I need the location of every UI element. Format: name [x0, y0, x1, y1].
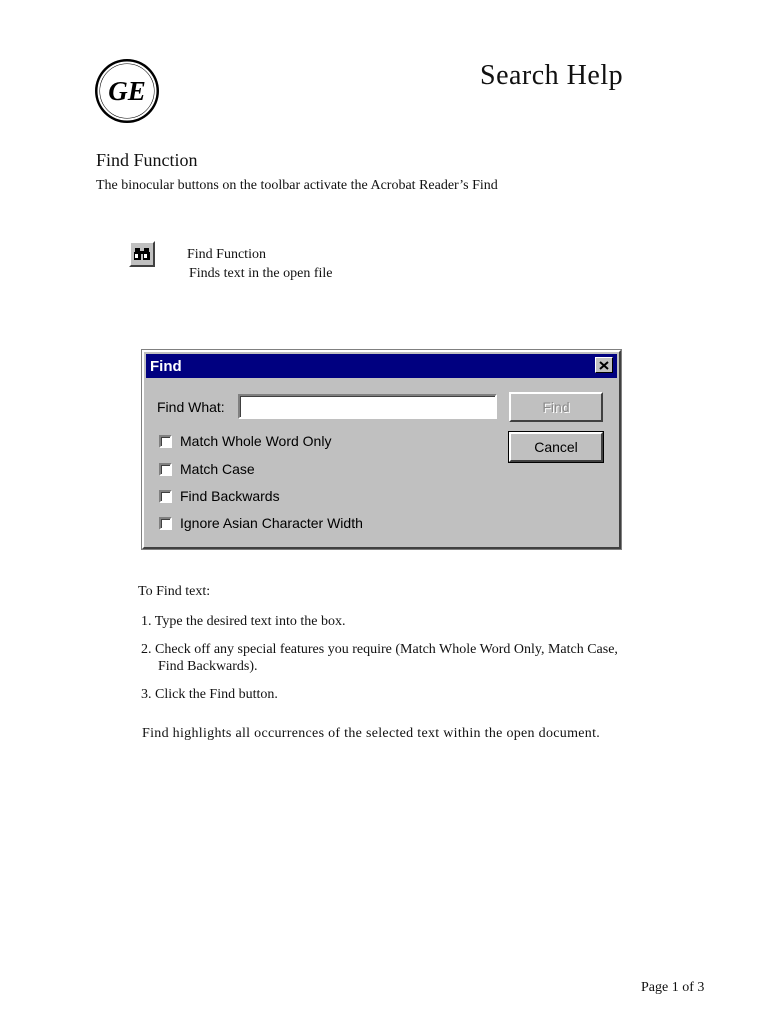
section-heading: Find Function	[96, 150, 198, 170]
find-toolbar-button[interactable]	[129, 241, 155, 267]
match-case-option[interactable]	[159, 460, 255, 478]
find-what-input[interactable]	[238, 394, 497, 419]
find-backwards-checkbox[interactable]	[159, 490, 172, 503]
find-button[interactable]: Find	[509, 392, 603, 422]
intro-text: The binocular buttons on the toolbar activate the Acrobat Reader’s Find	[96, 178, 498, 193]
dialog-title: Find	[150, 358, 182, 375]
step-3: 3. Click the Find button.	[141, 687, 278, 702]
match-whole-word-checkbox[interactable]	[159, 435, 172, 448]
ge-logo-mark	[94, 58, 160, 124]
tool-name: Find Function	[187, 247, 266, 262]
find-backwards-option[interactable]	[159, 487, 280, 505]
binoculars-icon	[133, 246, 151, 262]
ignore-asian-width-label: Ignore Asian Character Width	[180, 515, 363, 531]
ge-logo	[94, 58, 160, 124]
step-1: 1. Type the desired text into the box.	[141, 614, 346, 629]
step-2: 2. Check off any special features you require (Match Whole Word Only, Match Case,	[141, 642, 618, 657]
find-summary: Find highlights all occurrences of the selected text within the open document.	[142, 726, 601, 741]
find-what-label: Find What:	[157, 399, 225, 415]
close-button[interactable]	[595, 357, 613, 373]
match-case-label: Match Case	[180, 461, 255, 477]
match-case-checkbox[interactable]	[159, 463, 172, 476]
ignore-asian-width-option[interactable]	[159, 514, 363, 532]
page-title: Search Help	[480, 60, 624, 91]
match-whole-word-option[interactable]	[159, 432, 331, 450]
dialog-titlebar[interactable]	[146, 354, 617, 378]
page-number: Page 1 of 3	[641, 980, 705, 995]
cancel-button[interactable]: Cancel	[509, 432, 603, 462]
find-dialog	[142, 350, 621, 549]
ignore-asian-width-checkbox[interactable]	[159, 517, 172, 530]
steps-intro: To Find text:	[138, 584, 211, 599]
tool-description: Finds text in the open file	[189, 266, 333, 281]
match-whole-word-label: Match Whole Word Only	[180, 433, 332, 449]
step-2-continued: Find Backwards).	[158, 659, 258, 674]
find-backwards-label: Find Backwards	[180, 488, 280, 504]
close-icon	[599, 361, 609, 370]
svg-text:GE: GE	[108, 76, 146, 106]
